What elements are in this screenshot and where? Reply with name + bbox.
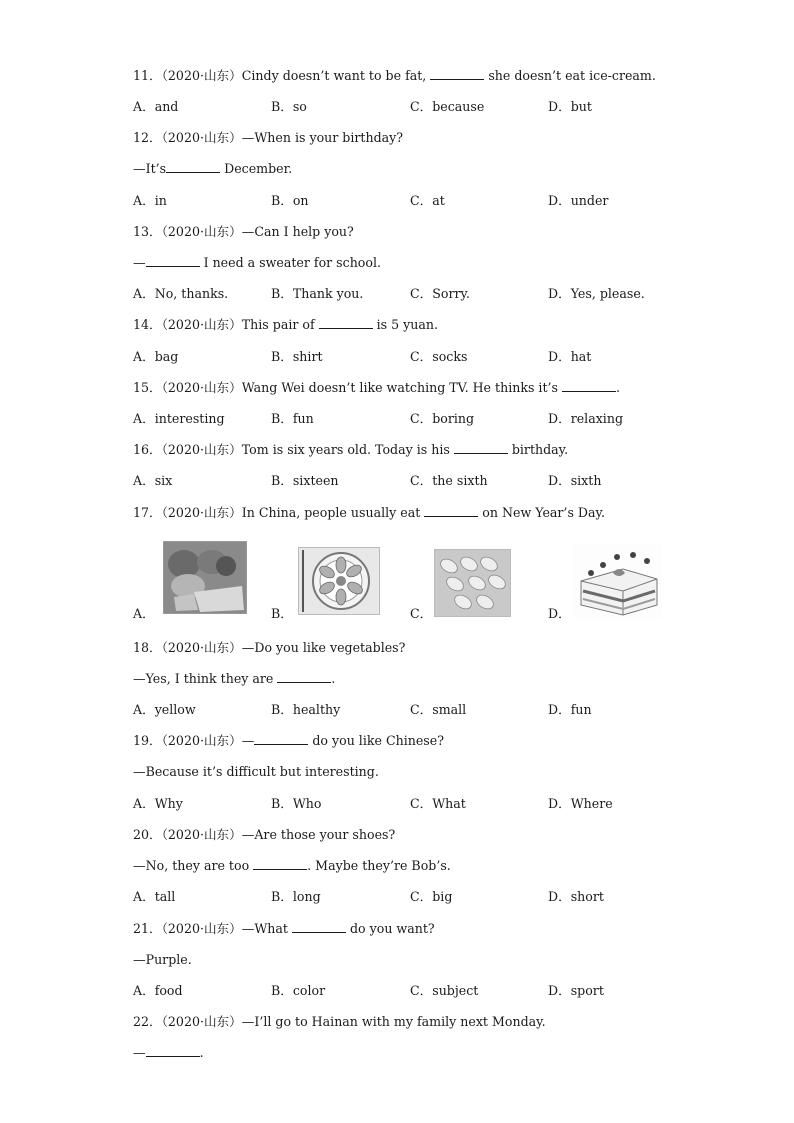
option-c: C．because xyxy=(410,99,485,114)
option-a: A．tall xyxy=(133,889,176,904)
question-21-stem: 21．（2020·山东）—What do you want? xyxy=(133,921,435,936)
option-a: A．Why xyxy=(133,796,183,811)
option-d: D．Yes, please. xyxy=(548,286,645,301)
option-d: D．Where xyxy=(548,796,613,811)
answer-blank xyxy=(424,505,478,517)
option-c: C．at xyxy=(410,193,445,208)
dumpling-plate-photo xyxy=(298,547,380,615)
question-12-reply: —It’s December. xyxy=(133,161,293,176)
option-c: C． xyxy=(410,606,433,621)
option-d: D．short xyxy=(548,889,604,904)
option-b: B．so xyxy=(271,99,307,114)
question-17-stem: 17．（2020·山东）In China, people usually eat on New Year’s Day. xyxy=(133,505,605,520)
option-b: B．long xyxy=(271,889,321,904)
answer-blank xyxy=(319,317,373,329)
option-a: A．interesting xyxy=(133,411,225,426)
option-b: B．fun xyxy=(271,411,314,426)
option-d: D．hat xyxy=(548,349,592,364)
option-a: A．bag xyxy=(133,349,179,364)
option-c: C．Sorry. xyxy=(410,286,470,301)
question-20-stem: 20．（2020·山东）—Are those your shoes? xyxy=(133,827,396,842)
dumplings-tray-photo xyxy=(434,549,511,617)
option-b: B． xyxy=(271,606,293,621)
option-b: B．Who xyxy=(271,796,322,811)
question-13-stem: 13．（2020·山东）—Can I help you? xyxy=(133,224,354,239)
option-c: C．What xyxy=(410,796,466,811)
question-11-stem: 11．（2020·山东）Cindy doesn’t want to be fat, she doesn’t eat ice-cream. xyxy=(133,68,656,83)
option-c: C．boring xyxy=(410,411,475,426)
question-22-stem: 22．（2020·山东）—I’ll go to Hainan with my family next Monday. xyxy=(133,1014,546,1029)
answer-blank xyxy=(146,1045,200,1057)
question-16-stem: 16．（2020·山东）Tom is six years old. Today is his birthday. xyxy=(133,442,569,457)
option-a: A．food xyxy=(133,983,183,998)
question-21-reply: —Purple. xyxy=(133,952,192,967)
option-d: D．under xyxy=(548,193,609,208)
option-c: C．small xyxy=(410,702,467,717)
question-18-stem: 18．（2020·山东）—Do you like vegetables? xyxy=(133,640,406,655)
option-d: D．but xyxy=(548,99,592,114)
answer-blank xyxy=(254,733,308,745)
question-12-stem: 12．（2020·山东）—When is your birthday? xyxy=(133,130,404,145)
cake-photo xyxy=(572,542,662,620)
option-d: D． xyxy=(548,606,571,621)
question-15-stem: 15．（2020·山东）Wang Wei doesn’t like watching TV. He thinks it’s . xyxy=(133,380,620,395)
option-a: A．yellow xyxy=(133,702,196,717)
mooncake-photo xyxy=(163,541,247,614)
option-a: A．and xyxy=(133,99,179,114)
question-13-reply: — I need a sweater for school. xyxy=(133,255,381,270)
option-d: D．fun xyxy=(548,702,592,717)
option-c: C．socks xyxy=(410,349,468,364)
question-19-reply: —Because it’s difficult but interesting. xyxy=(133,764,379,779)
option-a: A． xyxy=(133,606,155,621)
option-a: A．six xyxy=(133,473,173,488)
option-b: B．on xyxy=(271,193,309,208)
question-18-reply: —Yes, I think they are . xyxy=(133,671,336,686)
option-b: B．Thank you. xyxy=(271,286,364,301)
question-22-reply: — . xyxy=(133,1045,204,1060)
answer-blank xyxy=(562,380,616,392)
option-d: D．sport xyxy=(548,983,604,998)
option-d: D．sixth xyxy=(548,473,602,488)
question-20-reply: —No, they are too . Maybe they’re Bob’s. xyxy=(133,858,451,873)
answer-blank xyxy=(277,671,331,683)
option-c: C．the sixth xyxy=(410,473,488,488)
answer-blank xyxy=(253,858,307,870)
option-a: A．in xyxy=(133,193,167,208)
option-b: B．color xyxy=(271,983,326,998)
answer-blank xyxy=(430,68,484,80)
option-b: B．sixteen xyxy=(271,473,339,488)
option-c: C．subject xyxy=(410,983,479,998)
question-19-stem: 19．（2020·山东）— do you like Chinese? xyxy=(133,733,444,748)
answer-blank xyxy=(166,161,220,173)
answer-blank xyxy=(454,442,508,454)
answer-blank xyxy=(292,921,346,933)
option-b: B．healthy xyxy=(271,702,341,717)
option-b: B．shirt xyxy=(271,349,323,364)
question-14-stem: 14．（2020·山东）This pair of is 5 yuan. xyxy=(133,317,438,332)
option-d: D．relaxing xyxy=(548,411,624,426)
answer-blank xyxy=(146,255,200,267)
option-c: C．big xyxy=(410,889,453,904)
option-a: A．No, thanks. xyxy=(133,286,229,301)
